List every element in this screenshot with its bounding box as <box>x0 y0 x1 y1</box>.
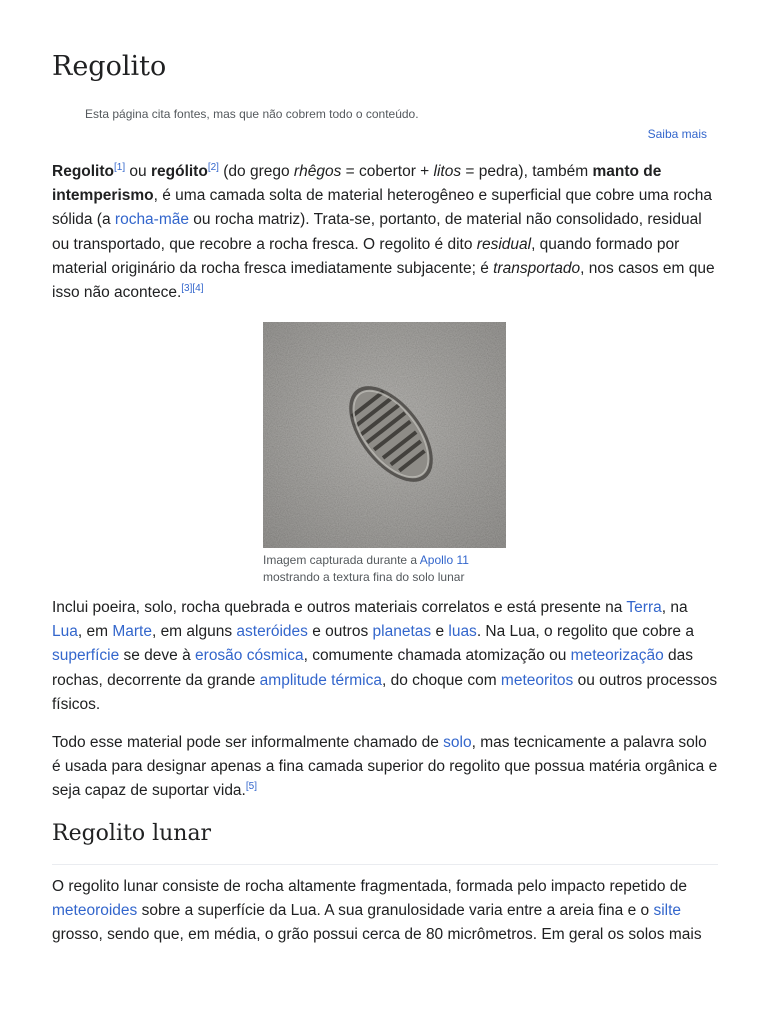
link-rocha-mae[interactable]: rocha-mãe <box>114 211 189 229</box>
term-manto-de-intemperismo: manto de intemperismo <box>52 163 662 205</box>
citation-notice: Esta página cita fontes, mas que não cobrem todo o conteúdo. <box>85 107 419 121</box>
link-asteroides[interactable]: asteróides <box>236 623 308 641</box>
paragraph-solo <box>52 731 718 804</box>
link-marte[interactable]: Marte <box>112 623 152 641</box>
text-segment: . Na Lua, o regolito que cobre a <box>476 623 694 641</box>
link-amplitude-termica[interactable]: amplitude térmica <box>259 671 382 689</box>
link-superficie[interactable]: superfície <box>52 647 120 665</box>
text-segment: , mas tecnicamente a palavra solo é usada para designar apenas a fina camada superior do regolito que possua matéria orgânica e seja capaz de suportar vida. <box>52 734 718 800</box>
section-divider <box>52 864 718 865</box>
text-segment: O regolito lunar consiste de rocha altamente fragmentada, formada pelo impacto repetido de <box>52 878 688 895</box>
intro-paragraph <box>52 160 718 305</box>
text-segment: , nos casos em que isso não acontece. <box>52 259 715 302</box>
text-segment: Todo esse material pode ser informalmente chamado de <box>52 734 444 751</box>
text-segment: , em <box>77 623 113 641</box>
ref-2-link[interactable]: [2] <box>207 162 219 173</box>
text-segment: Inclui poeira, solo, rocha quebrada e outros materiais correlatos e está presente na <box>52 599 627 616</box>
link-planetas[interactable]: planetas <box>372 623 432 641</box>
text-segment: , do choque com <box>382 671 501 689</box>
term-regolito: Regolito <box>52 163 114 180</box>
text-segment: = cobertor + <box>341 163 434 180</box>
lunar-footprint-photo[interactable] <box>263 322 506 548</box>
link-erosao-cosmica[interactable]: erosão cósmica <box>195 647 304 665</box>
text-segment: ou <box>189 211 215 229</box>
text-segment: (do grego <box>218 163 294 180</box>
term-regolito-accented: rególito <box>150 163 208 180</box>
link-terra[interactable]: Terra <box>626 599 662 616</box>
ref-5-link[interactable]: [5] <box>245 781 257 793</box>
em-transportado: transportado <box>493 259 581 277</box>
link-meteoroides[interactable]: meteoroides <box>52 902 138 920</box>
text-segment: e outros <box>307 623 373 641</box>
em-residual: residual <box>476 235 532 253</box>
caption-prefix: Imagem capturada durante a <box>263 553 420 567</box>
link-rocha-matriz[interactable]: rocha matriz <box>214 211 301 229</box>
page-title: Regolito <box>52 51 167 82</box>
text-segment: , em alguns <box>151 623 237 641</box>
apollo-footprint-figure <box>263 322 506 586</box>
learn-more-link[interactable]: Saiba mais <box>647 127 707 141</box>
text-segment: , na <box>661 599 688 616</box>
text-segment: , quando formado por material originário da rocha fresca imediatamente subjacente; é <box>52 235 680 277</box>
text-segment: das rochas, decorrente da grande <box>52 647 694 689</box>
text-segment: grosso, sendo que, em média, o grão possui cerca de 80 micrômetros. Em geral os solos mais <box>52 926 702 944</box>
text-segment: = pedra), também <box>461 163 593 180</box>
text-ou: ou <box>125 163 151 180</box>
link-meteoritos[interactable]: meteoritos <box>500 671 574 689</box>
text-segment: sobre a superfície da Lua. A sua granulosidade varia entre a areia fina e o <box>137 902 654 920</box>
caption-suffix: mostrando a textura fina do solo lunar <box>263 570 465 584</box>
ref-4-link[interactable]: [4] <box>192 283 204 295</box>
link-silte[interactable]: silte <box>653 902 682 920</box>
ref-1-link[interactable]: [1] <box>114 162 126 173</box>
paragraph-regolito-lunar <box>52 875 718 948</box>
greek-litos: litos <box>433 163 462 180</box>
ref-3-link[interactable]: [3] <box>181 283 193 295</box>
text-segment: , é uma camada solta de material heterogêneo e superficial que cobre uma rocha sólida (a <box>52 187 712 229</box>
link-solo[interactable]: solo <box>443 734 472 751</box>
text-segment: ). Trata-se, portanto, de material não consolidado, residual ou transportado, que recobre a rocha fresca. O regolito é dito <box>52 211 702 253</box>
greek-rhegos: rhêgos <box>293 163 342 180</box>
link-luas[interactable]: luas <box>448 623 477 641</box>
paragraph-includes <box>52 596 718 717</box>
figure-caption <box>263 552 506 586</box>
link-meteorizacao[interactable]: meteorização <box>570 647 664 665</box>
text-segment: se deve à <box>119 647 196 665</box>
link-apollo-11[interactable]: Apollo 11 <box>419 553 469 567</box>
text-segment: ou outros processos físicos. <box>52 671 718 713</box>
section-heading-regolito-lunar: Regolito lunar <box>52 821 212 846</box>
link-lua[interactable]: Lua <box>52 623 78 641</box>
text-segment: e <box>431 623 449 641</box>
text-segment: , comumente chamada atomização ou <box>303 647 571 665</box>
